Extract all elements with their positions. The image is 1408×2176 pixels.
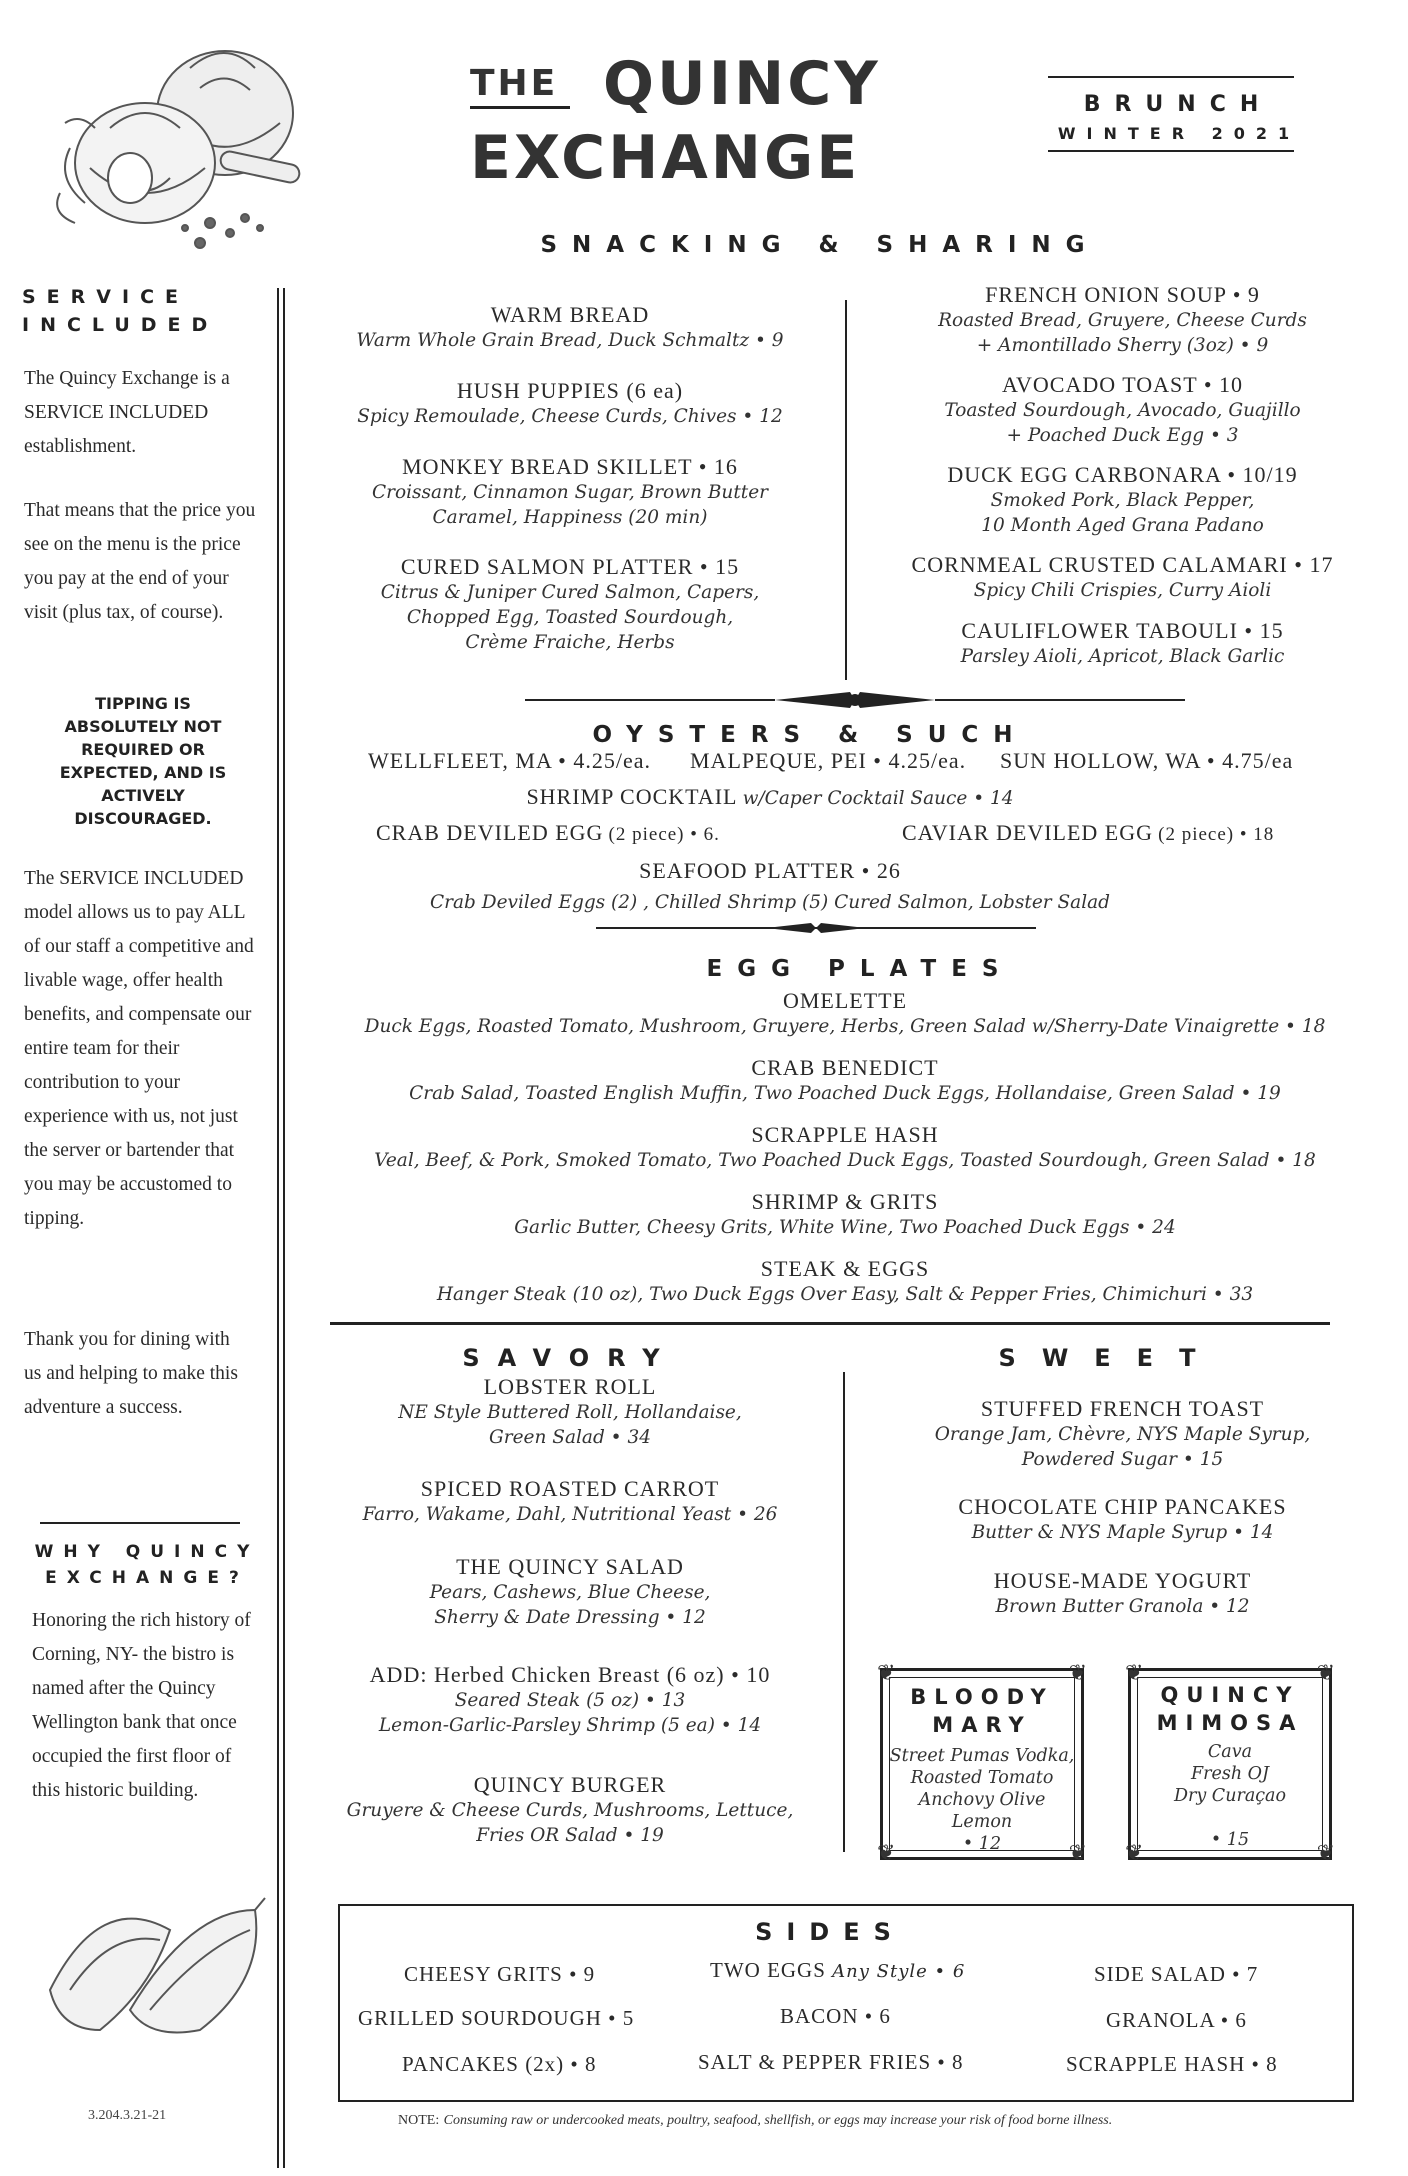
brunch-bottom-rule <box>1048 150 1294 152</box>
menu-type: BRUNCH <box>1083 92 1273 117</box>
item-name: OMELETTE <box>782 988 908 1013</box>
savory-sweet-divider <box>843 1372 845 1852</box>
item-desc: 10 Month Aged Grana Padano <box>981 515 1264 536</box>
sidebar-divider-2 <box>283 288 285 2168</box>
why-text: Honoring the rich history of Corning, NY- the bistro is named after the Quincy Wellington bank that once occupied the first floor of this historic building. <box>32 1610 251 1801</box>
service-paragraph-2: That means that the price you see on the menu is the price you pay at the end of your visit (plus tax, of course). <box>24 500 256 623</box>
item-desc: Croissant, Cinnamon Sugar, Brown Butter <box>372 482 768 503</box>
egg-plates-bottom-rule <box>330 1322 1330 1325</box>
item-desc: Spicy Remoulade, Cheese Curds, Chives • 12 <box>357 406 783 427</box>
snack-cauliflower-tabouli <box>860 618 1385 669</box>
item-desc: Hanger Steak (10 oz), Two Duck Eggs Over Easy, Salt & Pepper Fries, Chimichuri • 33 <box>436 1284 1254 1305</box>
service-paragraph-1: The Quincy Exchange is a SERVICE INCLUDED establishment. <box>24 368 230 457</box>
side-grilled-sourdough: GRILLED SOURDOUGH • 5 <box>358 2006 635 2030</box>
savory-title: SAVORY <box>462 1344 678 1372</box>
snack-warm-bread <box>310 302 830 353</box>
item-desc: (2 piece) • 18 <box>1158 824 1275 845</box>
swirl-ornament-icon: ❦ <box>877 1661 896 1686</box>
side-side-salad: SIDE SALAD • 7 <box>1094 1962 1259 1986</box>
ingredient: Dry Curaçao <box>1173 1786 1287 1806</box>
item-desc: Warm Whole Grain Bread, Duck Schmaltz • 9 <box>356 330 784 351</box>
egg-plates-title: EGG PLATES <box>706 956 1014 982</box>
item-name: SHRIMP COCKTAIL <box>526 784 738 809</box>
swirl-ornament-icon: ❦ <box>1316 1841 1335 1866</box>
sweet-title: SWEET <box>998 1344 1222 1372</box>
item-desc: Powdered Sugar • 15 <box>1021 1449 1224 1470</box>
snack-calamari <box>860 552 1385 603</box>
item-desc: Seared Steak (5 oz) • 13 <box>454 1690 686 1711</box>
swirl-ornament-icon: ❦ <box>1068 1661 1087 1686</box>
item-name: TWO EGGS <box>710 1958 826 1982</box>
ingredient: Cava <box>1207 1742 1253 1762</box>
item-desc: Smoked Pork, Black Pepper, <box>990 490 1255 511</box>
item-name: SPICED ROASTED CARROT <box>420 1476 720 1501</box>
side-pancakes <box>402 2052 597 2077</box>
item-desc: Chopped Egg, Toasted Sourdough, <box>406 607 734 628</box>
item-desc: Butter & NYS Maple Syrup • 14 <box>971 1522 1274 1543</box>
item-name: QUINCY BURGER <box>473 1772 667 1797</box>
item-name: AVOCADO TOAST • 10 <box>1001 372 1244 397</box>
garlic-illustration-top <box>50 28 320 263</box>
snack-cured-salmon <box>310 554 830 655</box>
item-desc: Toasted Sourdough, Avocado, Guajillo <box>944 400 1301 421</box>
menu-code: 3.204.3.21-21 <box>88 2108 167 2123</box>
item-desc: Farro, Wakame, Dahl, Nutritional Yeast • 26 <box>362 1504 778 1525</box>
ingredient: Street Pumas Vodka, <box>889 1746 1075 1766</box>
tipping-notice: TIPPING IS ABSOLUTELY NOT REQUIRED OR EXPECTED, AND IS ACTIVELY DISCOURAGED. <box>59 694 227 828</box>
item-desc: Citrus & Juniper Cured Salmon, Capers, <box>380 582 760 603</box>
item-name: HOUSE-MADE YOGURT <box>993 1568 1252 1593</box>
item-desc: NE Style Buttered Roll, Hollandaise, <box>398 1402 742 1423</box>
snacking-column-divider <box>845 300 847 680</box>
item-name: CRAB BENEDICT <box>751 1055 939 1080</box>
mimosa-title-1: QUINCY <box>1160 1683 1300 1707</box>
ingredient: Fresh OJ <box>1190 1764 1270 1784</box>
price: • 15 <box>1210 1830 1250 1850</box>
snacking-title: SNACKING & SHARING <box>540 232 1100 258</box>
note-label: NOTE: <box>398 2113 440 2128</box>
swirl-ornament-icon: ❦ <box>1125 1661 1144 1686</box>
item-desc: Any Style • 6 <box>832 1961 966 1982</box>
sweet-chocolate-chip-pancakes <box>860 1494 1385 1545</box>
savory-quincy-burger <box>300 1772 840 1848</box>
snack-monkey-bread <box>310 454 830 530</box>
item-name: SHRIMP & GRITS <box>751 1189 939 1214</box>
item-name: LOBSTER ROLL <box>483 1374 657 1399</box>
item-desc: Pears, Cashews, Blue Cheese, <box>429 1582 711 1603</box>
item-name: CURED SALMON PLATTER • 15 <box>400 554 740 579</box>
side-two-eggs <box>710 1958 965 1983</box>
ornament-divider-top <box>525 688 1185 712</box>
mimosa-title-2: MIMOSA <box>1156 1711 1304 1735</box>
item-desc: Sherry & Date Dressing • 12 <box>434 1607 706 1628</box>
sidebar-divider-1 <box>277 288 279 2168</box>
savory-quincy-salad <box>300 1554 840 1630</box>
shrimp-cocktail <box>440 784 1100 811</box>
item-name: CAVIAR DEVILED EGG <box>902 820 1154 845</box>
sweet-french-toast <box>860 1396 1385 1472</box>
oysters-title: OYSTERS & SUCH <box>592 722 1028 748</box>
service-paragraph-4: Thank you for dining with us and helping to make this adventure a success. <box>24 1329 238 1418</box>
snack-french-onion-soup <box>860 282 1385 358</box>
item-desc: + Poached Duck Egg • 3 <box>1006 425 1239 446</box>
item-desc: + Amontillado Sherry (3oz) • 9 <box>976 335 1269 356</box>
caviar-deviled-egg <box>902 820 1274 848</box>
item-desc: w/Caper Cocktail Sauce • 14 <box>742 788 1014 809</box>
bloody-body <box>883 1745 1081 1855</box>
side-granola: GRANOLA • 6 <box>1106 2008 1247 2032</box>
service-paragraph-3: The SERVICE INCLUDED model allows us to pay ALL of our staff a competitive and livable wage, offer health benefits, and compensate our entire team for their contribution to your experience with us, not just the server or bartender that you may be accustomed to tipping. <box>24 868 254 1229</box>
item-name: THE QUINCY SALAD <box>456 1554 684 1579</box>
swirl-ornament-icon: ❦ <box>1125 1841 1144 1866</box>
mimosa-body <box>1131 1741 1329 1851</box>
menu-season: WINTER 2021 <box>1057 124 1301 143</box>
item-desc: Lemon-Garlic-Parsley Shrimp (5 ea) • 14 <box>378 1715 762 1736</box>
item-name: CAULIFLOWER TABOULI • 15 <box>961 618 1284 643</box>
item-desc: (2x) • 8 <box>525 2052 597 2076</box>
item-desc: Spicy Chili Crispies, Curry Aioli <box>973 580 1272 601</box>
item-desc: Crab Salad, Toasted English Muffin, Two Poached Duck Eggs, Hollandaise, Green Salad • 19 <box>409 1083 1281 1104</box>
seafood-platter <box>400 858 1140 915</box>
item-desc: Veal, Beef, & Pork, Smoked Tomato, Two Poached Duck Eggs, Toasted Sourdough, Green Salad • 18 <box>374 1150 1316 1171</box>
item-name: ADD: Herbed Chicken Breast (6 oz) • 10 <box>369 1662 771 1687</box>
snack-duck-egg-carbonara <box>860 462 1385 538</box>
savory-roasted-carrot <box>300 1476 840 1527</box>
bloody-mary-card <box>877 1661 1087 1866</box>
side-bacon: BACON • 6 <box>780 2004 891 2028</box>
quincy-mimosa-card <box>1125 1661 1335 1866</box>
item-desc: Roasted Bread, Gruyere, Cheese Curds <box>938 310 1307 331</box>
item-name: SCRAPPLE HASH <box>751 1122 939 1147</box>
item-name: CHOCOLATE CHIP PANCAKES <box>958 1494 1287 1519</box>
item-name: SEAFOOD PLATTER • 26 <box>639 858 901 883</box>
egg-crab-benedict <box>320 1055 1370 1106</box>
why-title-2: EXCHANGE? <box>45 1568 249 1588</box>
note-text: Consuming raw or undercooked meats, poultry, seafood, shellfish, or eggs may increase your risk of food borne illness. <box>443 2113 1113 2128</box>
egg-steak-eggs <box>320 1256 1370 1307</box>
logo-quincy: QUINCY <box>603 49 881 119</box>
item-name: STEAK & EGGS <box>760 1256 930 1281</box>
swirl-ornament-icon: ❦ <box>1068 1841 1087 1866</box>
side-fries: SALT & PEPPER FRIES • 8 <box>698 2050 964 2074</box>
sides-title: SIDES <box>755 1918 905 1946</box>
item-desc: Gruyere & Cheese Curds, Mushrooms, Lettuce, <box>346 1800 794 1821</box>
item-desc: Green Salad • 34 <box>488 1427 652 1448</box>
garlic-cloves-illustration <box>40 1890 270 2040</box>
bloody-title-1: BLOODY <box>910 1685 1054 1709</box>
savory-add-ons <box>300 1662 840 1738</box>
oyster-wellfleet: WELLFLEET, MA • 4.25/ea. <box>368 748 652 773</box>
item-desc: Brown Butter Granola • 12 <box>995 1596 1250 1617</box>
item-name: STUFFED FRENCH TOAST <box>980 1396 1265 1421</box>
item-desc: Orange Jam, Chèvre, NYS Maple Syrup, <box>934 1424 1311 1445</box>
crab-deviled-egg <box>376 820 720 848</box>
brunch-top-rule <box>1048 76 1294 78</box>
why-rule <box>40 1522 240 1524</box>
oyster-malpeque: MALPEQUE, PEI • 4.25/ea. <box>690 748 967 773</box>
item-desc: Parsley Aioli, Apricot, Black Garlic <box>960 646 1285 667</box>
item-desc: (2 piece) • 6. <box>608 824 720 845</box>
item-name: FRENCH ONION SOUP • 9 <box>985 282 1260 307</box>
ornament-divider-small <box>596 920 1036 936</box>
item-name: CRAB DEVILED EGG <box>376 820 604 845</box>
spacer <box>1131 1807 1329 1829</box>
ingredient: Lemon <box>951 1812 1013 1832</box>
item-name: WARM BREAD <box>490 302 650 327</box>
egg-omelette <box>320 988 1370 1039</box>
egg-shrimp-grits <box>320 1189 1370 1240</box>
sweet-yogurt <box>860 1568 1385 1619</box>
item-name: PANCAKES <box>402 2052 519 2076</box>
service-title-1: SERVICE <box>22 286 189 308</box>
ingredient: Anchovy Olive <box>918 1790 1046 1810</box>
item-name: CORNMEAL CRUSTED CALAMARI • 17 <box>911 552 1334 577</box>
swirl-ornament-icon: ❦ <box>877 1841 896 1866</box>
snack-hush-puppies <box>310 378 830 429</box>
item-name: MONKEY BREAD SKILLET • 16 <box>402 454 738 479</box>
price: • 12 <box>962 1834 1002 1854</box>
logo-exchange: EXCHANGE <box>470 123 861 193</box>
food-safety-note <box>398 2112 1112 2129</box>
item-desc: Fries OR Salad • 19 <box>476 1825 664 1846</box>
item-desc: Garlic Butter, Cheesy Grits, White Wine, Two Poached Duck Eggs • 24 <box>514 1217 1176 1238</box>
egg-scrapple-hash <box>320 1122 1370 1173</box>
item-desc: Crème Fraiche, Herbs <box>465 632 675 653</box>
ingredient: Roasted Tomato <box>910 1768 1054 1788</box>
savory-lobster-roll <box>300 1374 840 1450</box>
swirl-ornament-icon: ❦ <box>1316 1661 1335 1686</box>
item-desc: Duck Eggs, Roasted Tomato, Mushroom, Gruyere, Herbs, Green Salad w/Sherry-Date Vinaigrette • 18 <box>364 1016 1326 1037</box>
service-title-2: INCLUDED <box>22 314 219 336</box>
item-desc: Crab Deviled Eggs (2) , Chilled Shrimp (5) Cured Salmon, Lobster Salad <box>429 892 1110 913</box>
logo-underline <box>470 106 570 109</box>
why-title-1: WHY QUINCY <box>34 1542 260 1562</box>
snack-avocado-toast <box>860 372 1385 448</box>
item-name: HUSH PUPPIES (6 ea) <box>456 378 684 403</box>
side-scrapple-hash: SCRAPPLE HASH • 8 <box>1066 2052 1278 2076</box>
item-desc: Caramel, Happiness (20 min) <box>432 507 708 528</box>
item-name: DUCK EGG CARBONARA • 10/19 <box>947 462 1298 487</box>
logo-the: THE <box>470 63 559 104</box>
bloody-title-2: MARY <box>932 1713 1032 1737</box>
side-cheesy-grits: CHEESY GRITS • 9 <box>404 1962 596 1986</box>
oyster-sun-hollow: SUN HOLLOW, WA • 4.75/ea <box>1000 748 1294 773</box>
